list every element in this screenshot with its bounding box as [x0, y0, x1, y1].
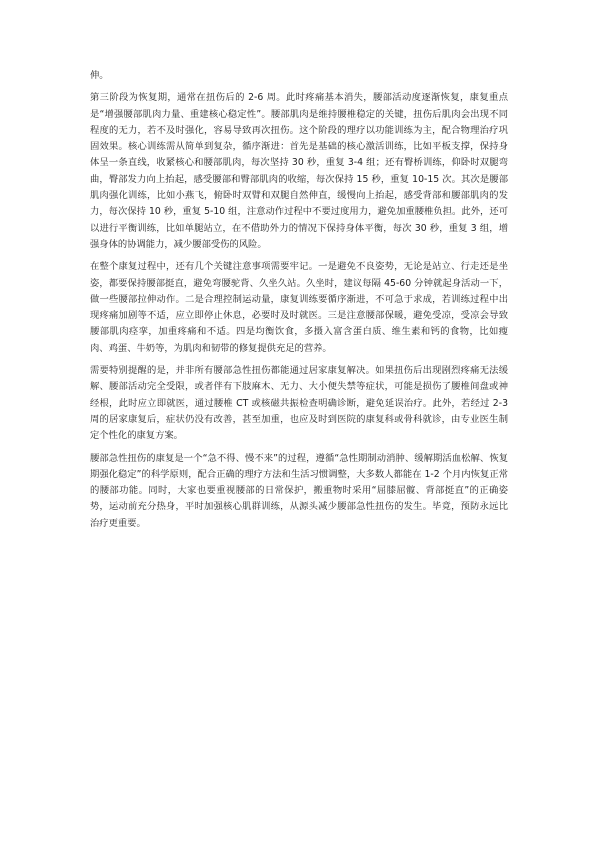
paragraph-conclusion: 腰部急性扭伤的康复是一个“急不得、慢不来”的过程，遵循“急性期制动消肿、缓解期活血松解、恢复期强化稳定”的科学原则，配合正确的理疗方法和生活习惯调整，大多数人都能在 1-2 个月内恢复正常的腰部功能。同时，大家也要重视腰部的日常保护，搬重物时采用“屈膝屈髋、背部挺直”的正确姿势，运动前充分热身，平时加强核心肌群训练，从源头减少腰部急性扭伤的发生。毕竟，预防永远比治疗更重要。 — [90, 452, 508, 529]
paragraph-precautions: 在整个康复过程中，还有几个关键注意事项需要牢记。一是避免不良姿势，无论是站立、行走还是坐姿，都要保持腰部挺直，避免弯腰驼背、久坐久站。久坐时，建议每隔 45-60 分钟就起身活动一下，做一些腰部拉伸动作。二是合理控制运动量，康复训练要循序渐进，不可急于求成，若训练过程中出现疼痛加剧等不适，应立即停止休息，必要时及时就医。三是注意腰部保暖，避免受凉，受凉会导致腰部肌肉痉挛，加重疼痛和不适。四是均衡饮食，多摄入富含蛋白质、维生素和钙的食物，比如瘦肉、鸡蛋、牛奶等，为肌肉和韧带的修复提供充足的营养。 — [90, 261, 508, 354]
paragraph-recovery-phase: 第三阶段为恢复期，通常在扭伤后的 2-6 周。此时疼痛基本消失，腰部活动度逐渐恢复，康复重点是“增强腰部肌肉力量、重建核心稳定性”。腰部肌肉是维持腰椎稳定的关键，扭伤后肌肉会出现不同程度的无力，若不及时强化，容易导致再次扭伤。这个阶段的理疗以功能训练为主，配合物理治疗巩固效果。核心训练需从简单到复杂，循序渐进：首先是基础的核心激活训练，比如平板支撑，保持身体呈一条直线，收紧核心和腰部肌肉，每次坚持 30 秒，重复 3-4 组；还有臀桥训练，仰卧时双腿弯曲，臀部发力向上抬起，感受腰部和臀部肌肉的收缩，每次保持 15 秒，重复 10-15 次。其次是腰部肌肉强化训练，比如小燕飞，俯卧时双臂和双腿自然伸直，缓慢向上抬起，感受背部和腰部肌肉的发力，每次保持 10 秒，重复 5-10 组，注意动作过程中不要过度用力，避免加重腰椎负担。此外，还可以进行平衡训练，比如单腿站立，在不借助外力的情况下保持身体平衡，每次 30 秒，重复 3 组，增强身体的协调能力，减少腰部受伤的风险。 — [90, 92, 508, 250]
paragraph-medical-warning: 需要特别提醒的是，并非所有腰部急性扭伤都能通过居家康复解决。如果扭伤后出现剧烈疼痛无法缓解、腰部活动完全受限，或者伴有下肢麻木、无力、大小便失禁等症状，可能是损伤了腰椎间盘或神经根，此时应立即就医，通过腰椎 CT 或核磁共振检查明确诊断，避免延误治疗。此外，若经过 2-3 周的居家康复后，症状仍没有改善，甚至加重，也应及时到医院的康复科或骨科就诊，由专业医生制定个性化的康复方案。 — [90, 365, 508, 442]
paragraph-continuation: 伸。 — [90, 70, 109, 81]
